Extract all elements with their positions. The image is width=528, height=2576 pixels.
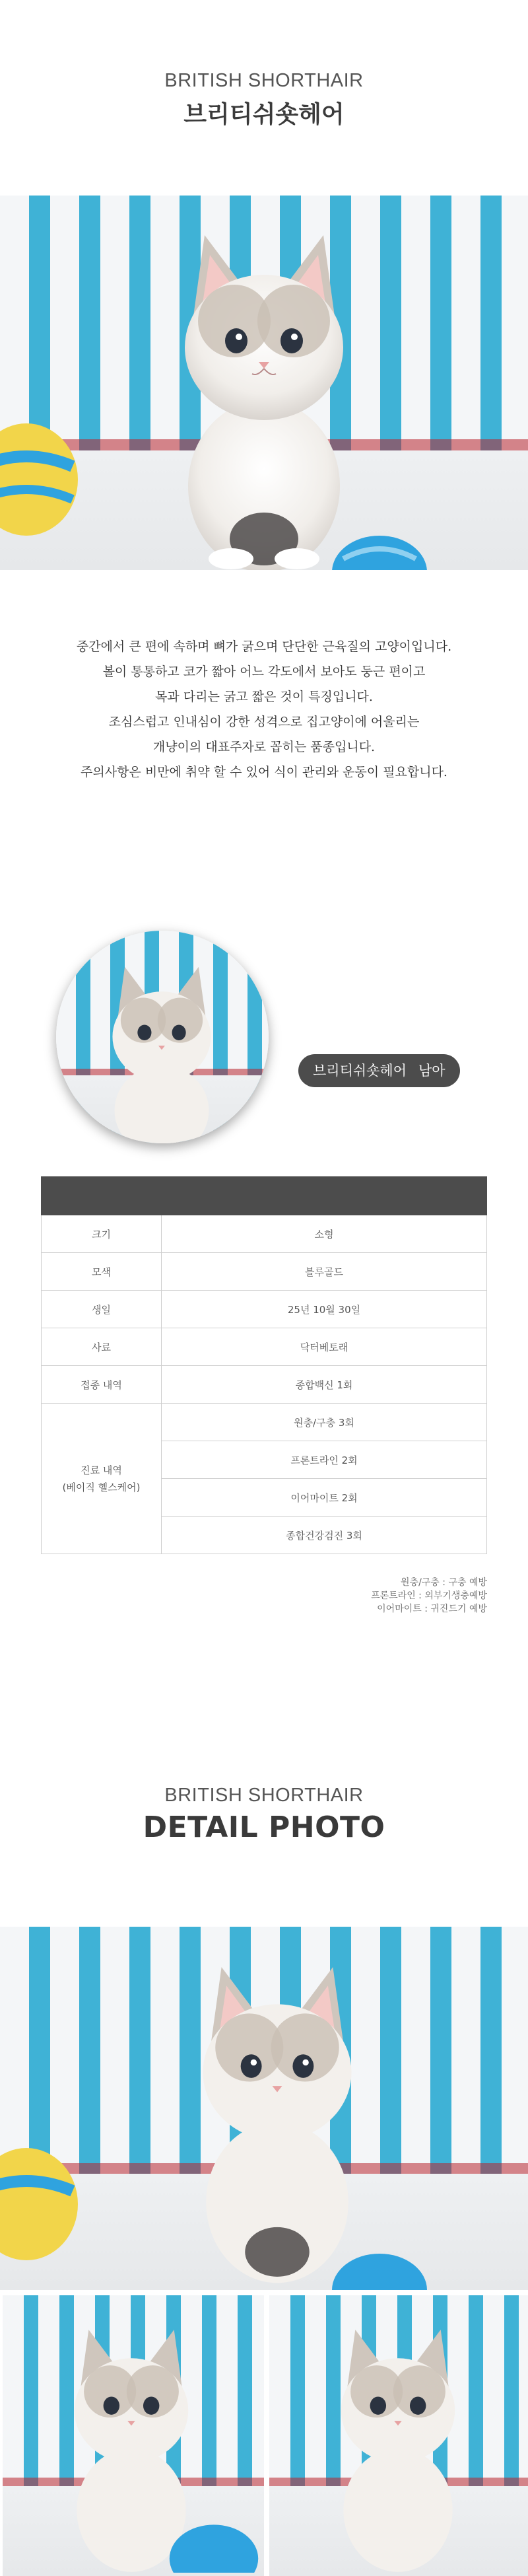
description-line: 목과 다리는 굵고 짧은 것이 특징입니다. [155,690,373,704]
profile-photo [56,931,269,1143]
care-item: 원충/구충 3회 [162,1404,487,1441]
header-en-title: BRITISH SHORTHAIR [164,70,364,91]
note-line: 이어마이트 : 귀진드기 예방 [377,1604,487,1614]
table-row [42,1328,487,1366]
row-label: 모색 [42,1253,162,1291]
table-header-row [42,1177,487,1215]
description-line: 개냥이의 대표주자로 꼽히는 품종입니다. [152,740,376,754]
kitten-photo-icon [96,950,228,1143]
care-item: 프론트라인 2회 [162,1441,487,1479]
care-item: 이어마이트 2회 [162,1479,487,1517]
care-history-label [42,1404,162,1554]
description-line: 볼이 통통하고 코가 짧아 어느 각도에서 보아도 둥근 편이고 [102,664,426,679]
kitten-photo-icon [158,209,370,570]
row-label: 생일 [42,1291,162,1328]
row-value: 종합백신 1회 [162,1366,487,1404]
profile-name-pill [298,1054,460,1087]
breed-label: 브리티쉬숏헤어 [313,1063,407,1079]
table-row [42,1291,487,1328]
row-label: 사료 [42,1328,162,1366]
care-label-line: (베이직 헬스케어) [62,1481,141,1493]
care-label-line: 진료 내역 [81,1464,122,1476]
row-label: 접종 내역 [42,1366,162,1404]
row-value: 닥터베토래 [162,1328,487,1366]
table-row [42,1253,487,1291]
row-label: 크기 [42,1215,162,1253]
breed-description [0,634,528,785]
detail-title-block [0,1785,528,1844]
detail-photo-title: DETAIL PHOTO [143,1810,385,1844]
care-item: 종합건강검진 3회 [162,1517,487,1554]
toy-ball-icon [0,2145,79,2264]
hero-photo [0,196,528,570]
row-value: 25년 10월 30일 [162,1291,487,1328]
note-line: 프론트라인 : 외부기생충예방 [371,1591,487,1601]
detail-photo-large [0,1927,528,2290]
kitten-photo-icon [322,2308,474,2573]
header-title-block [0,70,528,129]
table-row [42,1404,487,1441]
table-row [42,1215,487,1253]
row-value: 블루골드 [162,1253,487,1291]
toy-ball-icon [330,532,429,570]
description-line: 주의사항은 비만에 취약 할 수 있어 식이 관리와 운동이 필요합니다. [81,765,447,779]
care-notes [371,1576,487,1616]
toy-ball-icon [168,2520,260,2573]
sex-label: 남아 [418,1063,446,1079]
description-line: 조심스럽고 인내심이 강한 성격으로 집고양이에 어울리는 [108,715,420,729]
description-line: 중간에서 큰 편에 속하며 뼈가 굵으며 단단한 근육질의 고양이입니다. [76,639,452,654]
info-table [41,1176,487,1554]
detail-en-title: BRITISH SHORTHAIR [164,1785,364,1806]
kitten-photo-icon [178,1933,376,2290]
detail-photo-small-left [3,2295,264,2576]
table-row [42,1366,487,1404]
header-ko-title: 브리티쉬숏헤어 [183,101,345,128]
row-value: 소형 [162,1215,487,1253]
detail-photo-small-right [269,2295,528,2576]
toy-ball-icon [330,2250,429,2290]
toy-ball-icon [0,420,79,539]
note-line: 원충/구충 : 구충 예방 [401,1577,487,1588]
